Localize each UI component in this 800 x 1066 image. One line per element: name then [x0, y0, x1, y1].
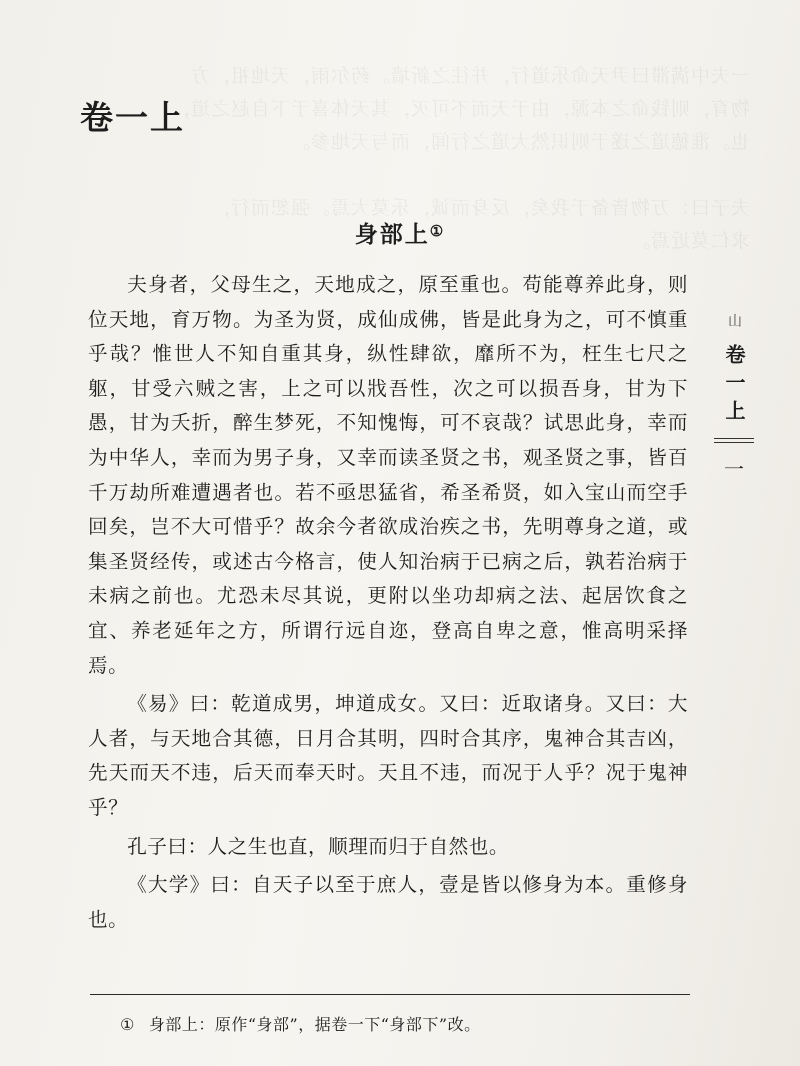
- paragraph-yi-quote: 《易》曰：乾道成男，坤道成女。又曰：近取诸身。又曰：大人者，与天地合其德，日月合其明，四时合其序，鬼神合其吉凶，先天而天不违，后天而奉天时。天且不违，而况于人乎？况于鬼神乎？: [88, 692, 688, 819]
- footnote-divider: [90, 994, 690, 995]
- running-header-rule: [714, 438, 754, 443]
- footnote: [120, 1013, 481, 1037]
- bleed-through-text: 一夫中满滞曰尹天命乐道行，并往之新墙。药尔雨，天地祖，方 物育，则钱命之本源，由于天而不可灭，其天体喜于下自赵之道， 也。淮德道之遂于则识然大道之行闻，而与天地参。 夫子曰：万物皆备于我矣，反身而诚，乐莫大焉。强恕而行， 求仁莫近焉。: [169, 65, 750, 252]
- footnote-mark: ①: [120, 1015, 135, 1034]
- section-title-text: 身部上: [354, 221, 430, 248]
- running-header-volume: 卷一上: [722, 344, 746, 428]
- paragraph-daxue-quote: 《大学》曰：自天子以至于庶人，壹是皆以修身为本。重修身也。: [88, 873, 688, 931]
- body-text: [88, 268, 688, 937]
- chapter-title: 卷一上: [80, 98, 185, 137]
- running-header: [714, 310, 754, 481]
- footnote-ref-mark[interactable]: ①: [429, 222, 446, 240]
- page-number: 一: [724, 457, 744, 481]
- paragraph-confucius-quote: 孔子曰：人之生也直，顺理而归于自然也。: [127, 834, 509, 858]
- footnote-text: 身部上：原作“身部”，据卷一下“身部下”改。: [148, 1015, 481, 1034]
- paragraph-intro: 夫身者，父母生之，天地成之，原至重也。苟能尊养此身，则位天地，育万物。为圣为贤，成仙成佛，皆是此身为之，可不慎重乎哉？惟世人不知自重其身，纵性肆欲，靡所不为，枉生七尺之躯，甘受六贼之害，上之可以戕吾性，次之可以损吾身，甘为下愚，甘为夭折，醉生梦死，不知愧悔，可不哀哉？试思此身，幸而为中华人，幸而为男子身，又幸而读圣贤之书，观圣贤之事，皆百千万劫所难遭遇者也。若不亟思猛省，希圣希贤，如入宝山而空手回矣，岂不大可惜乎？故余今者欲成治疾之书，先明尊身之道，或集圣贤经传，或述古今格言，使人知治病于已病之后，孰若治病于未病之前也。尤恐未尽其说，更附以坐功却病之法、起居饮食之宜、养老延年之方，所谓行远自迩，登高自卑之意，惟高明采择焉。: [88, 273, 688, 677]
- running-header-book: 山: [726, 313, 742, 327]
- section-title: [0, 216, 800, 250]
